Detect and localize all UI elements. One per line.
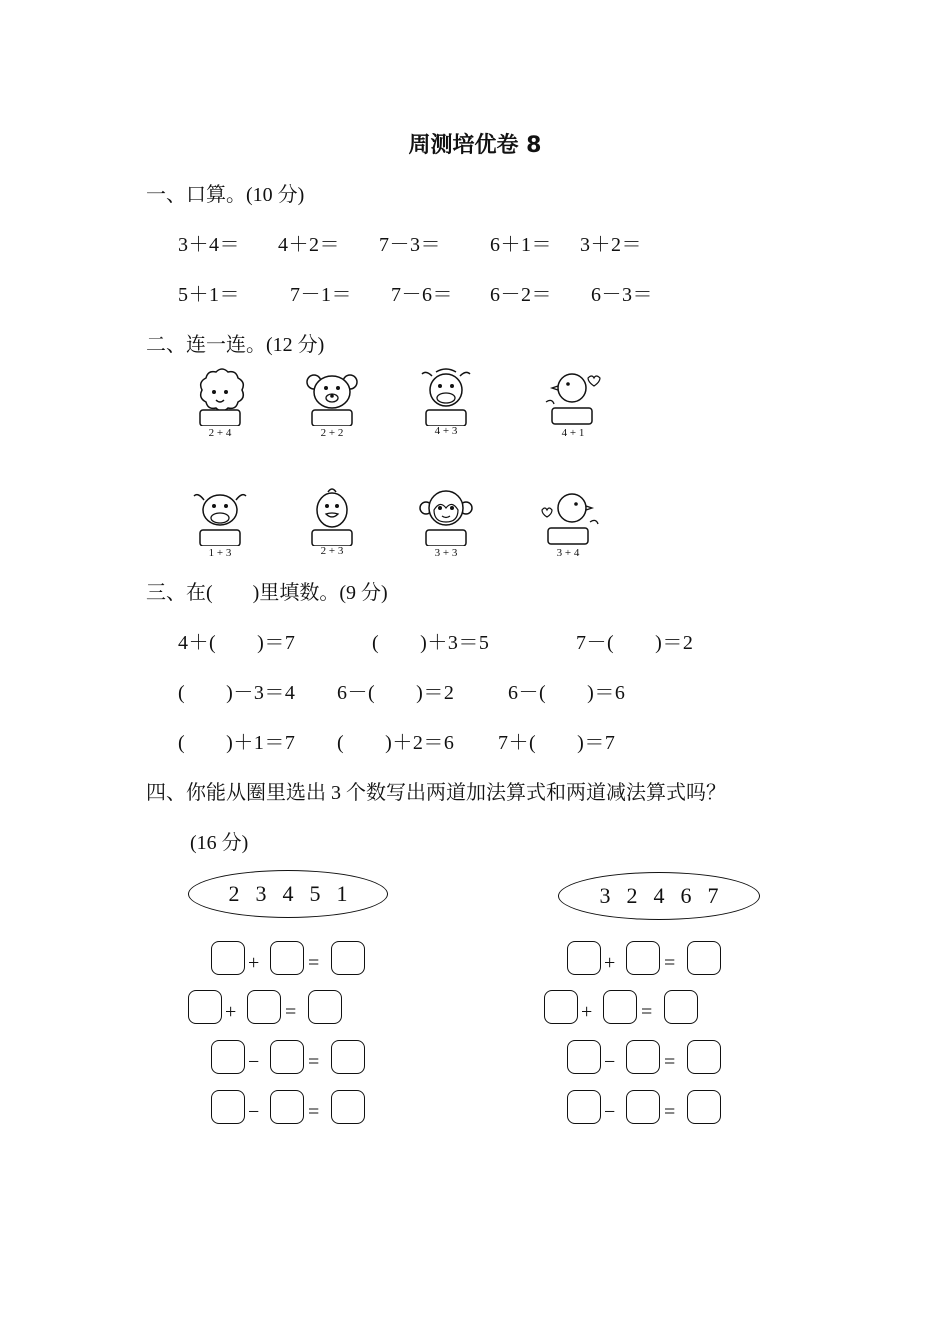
animal-label: 3 + 3: [434, 547, 458, 559]
equals-sign: =: [308, 1051, 320, 1073]
section2-heading: 二、连一连。(12 分): [146, 334, 325, 356]
right-number-oval: [558, 872, 760, 920]
equals-sign: =: [285, 1001, 297, 1023]
answer-box[interactable]: [247, 990, 281, 1024]
answer-box[interactable]: [626, 941, 660, 975]
chick-icon[interactable]: [304, 486, 360, 558]
bear-icon[interactable]: [304, 368, 360, 440]
answer-box[interactable]: [626, 1040, 660, 1074]
answer-box[interactable]: [567, 1040, 601, 1074]
minus-sign: −: [248, 1101, 260, 1123]
animal-label: 2 + 2: [320, 427, 344, 439]
sheep-icon[interactable]: [192, 368, 248, 440]
fill-blank-item[interactable]: 7－( )＝2: [576, 632, 694, 654]
plus-sign: +: [225, 1001, 237, 1023]
equals-sign: =: [664, 952, 676, 974]
fill-blank-item[interactable]: 4＋( )＝7: [178, 632, 296, 654]
oval-number: 6: [680, 883, 692, 908]
answer-box[interactable]: [687, 941, 721, 975]
monkey-icon[interactable]: [418, 488, 474, 560]
equals-sign: =: [664, 1101, 676, 1123]
answer-box[interactable]: [211, 941, 245, 975]
oral-calc-item: 5＋1＝: [178, 284, 240, 306]
oral-calc-item: 6＋1＝: [490, 234, 552, 256]
minus-sign: −: [248, 1051, 260, 1073]
animal-label: 4 + 1: [561, 427, 585, 439]
cow-icon[interactable]: [418, 366, 474, 438]
animal-label: 2 + 3: [320, 545, 344, 557]
oral-calc-item: 6－2＝: [490, 284, 552, 306]
answer-box[interactable]: [270, 941, 304, 975]
section4-points: (16 分): [190, 832, 249, 854]
oral-calc-item: 3＋4＝: [178, 234, 240, 256]
ox-icon[interactable]: [192, 488, 248, 560]
oral-calc-item: 7－6＝: [391, 284, 453, 306]
page-title: 周测培优卷 8: [408, 133, 542, 158]
answer-box[interactable]: [626, 1090, 660, 1124]
answer-box[interactable]: [270, 1040, 304, 1074]
answer-box[interactable]: [331, 1040, 365, 1074]
fill-blank-item[interactable]: ( )＋2＝6: [337, 732, 455, 754]
answer-box[interactable]: [687, 1040, 721, 1074]
oval-number: 7: [707, 883, 719, 908]
equals-sign: =: [308, 1101, 320, 1123]
oval-number: 5: [309, 881, 321, 906]
fill-blank-item[interactable]: ( )－3＝4: [178, 682, 296, 704]
section3-heading: 三、在( )里填数。(9 分): [146, 582, 388, 604]
answer-box[interactable]: [331, 1090, 365, 1124]
plus-sign: +: [248, 952, 260, 974]
answer-box[interactable]: [308, 990, 342, 1024]
fill-blank-item[interactable]: 6－( )＝6: [508, 682, 626, 704]
plus-sign: +: [581, 1001, 593, 1023]
bird-icon[interactable]: [540, 488, 596, 560]
section4-heading: 四、你能从圈里选出 3 个数写出两道加法算式和两道减法算式吗？: [146, 782, 726, 804]
fill-blank-item[interactable]: ( )＋1＝7: [178, 732, 296, 754]
equals-sign: =: [664, 1051, 676, 1073]
oral-calc-item: 4＋2＝: [278, 234, 340, 256]
oral-calc-item: 6－3＝: [591, 284, 653, 306]
oral-calc-item: 7－1＝: [290, 284, 352, 306]
bird-icon[interactable]: [542, 368, 598, 440]
oral-calc-item: 7－3＝: [379, 234, 441, 256]
oval-number: 3: [255, 881, 267, 906]
answer-box[interactable]: [544, 990, 578, 1024]
oval-number: 4: [653, 883, 665, 908]
oval-number: 1: [336, 881, 348, 906]
animal-label: 4 + 3: [434, 425, 458, 437]
answer-box[interactable]: [188, 990, 222, 1024]
minus-sign: −: [604, 1101, 616, 1123]
oval-number: 2: [626, 883, 638, 908]
animal-label: 3 + 4: [556, 547, 580, 559]
oval-number: 2: [228, 881, 240, 906]
answer-box[interactable]: [664, 990, 698, 1024]
fill-blank-item[interactable]: ( )＋3＝5: [372, 632, 490, 654]
left-number-oval: [188, 870, 388, 918]
answer-box[interactable]: [331, 941, 365, 975]
oral-calc-item: 3＋2＝: [580, 234, 642, 256]
fill-blank-item[interactable]: 6－( )＝2: [337, 682, 455, 704]
minus-sign: −: [604, 1051, 616, 1073]
section1-heading: 一、口算。(10 分): [146, 184, 305, 206]
answer-box[interactable]: [567, 1090, 601, 1124]
answer-box[interactable]: [687, 1090, 721, 1124]
fill-blank-item[interactable]: 7＋( )＝7: [498, 732, 616, 754]
oval-number: 3: [599, 883, 611, 908]
equals-sign: =: [641, 1001, 653, 1023]
answer-box[interactable]: [270, 1090, 304, 1124]
plus-sign: +: [604, 952, 616, 974]
answer-box[interactable]: [211, 1040, 245, 1074]
answer-box[interactable]: [567, 941, 601, 975]
answer-box[interactable]: [211, 1090, 245, 1124]
equals-sign: =: [308, 952, 320, 974]
animal-label: 1 + 3: [208, 547, 232, 559]
oval-number: 4: [282, 881, 294, 906]
answer-box[interactable]: [603, 990, 637, 1024]
animal-label: 2 + 4: [208, 427, 232, 439]
